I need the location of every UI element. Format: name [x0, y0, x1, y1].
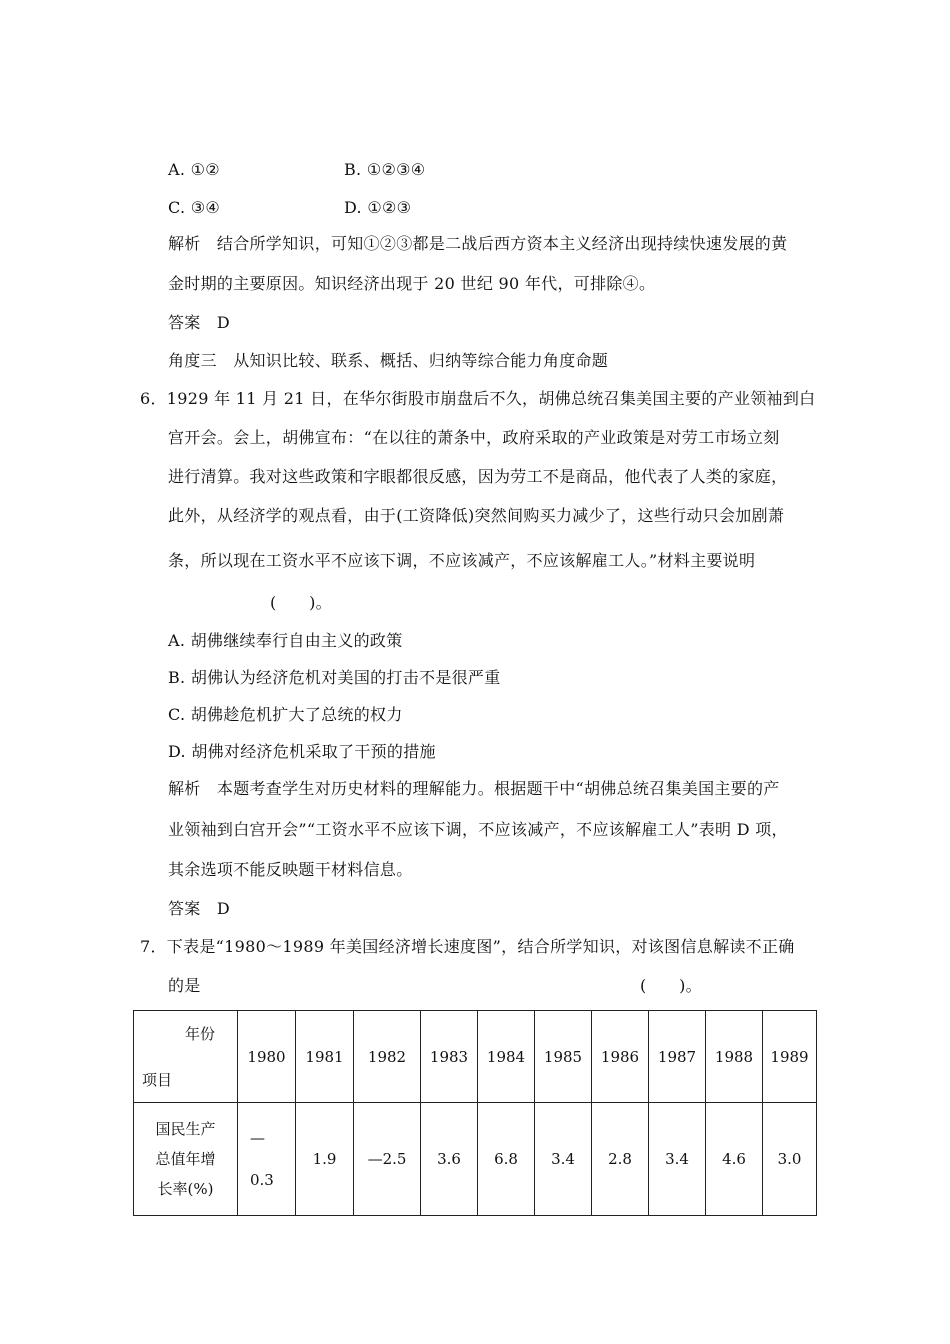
- year-header: 1980: [238, 1011, 296, 1103]
- q5-option-a: A. ①②: [168, 160, 220, 179]
- table-corner-cell: [134, 1011, 238, 1103]
- value-cell: 6.8: [478, 1103, 535, 1216]
- q6-option-c: C. 胡佛趁危机扩大了总统的权力: [168, 705, 403, 724]
- q6-analysis-line: 解析 本题考查学生对历史材料的理解能力。根据题干中“胡佛总统召集美国主要的产: [168, 779, 780, 798]
- q7-stem-line: 7．下表是“1980～1989 年美国经济增长速度图”，结合所学知识，对该图信息解读不正确: [140, 937, 795, 956]
- q6-stem-line: 条，所以现在工资水平不应该下调，不应该减产，不应该解雇工人。”材料主要说明: [168, 551, 756, 570]
- growth-rate-table: [133, 1010, 817, 1216]
- q6-stem-line: 此外，从经济学的观点看，由于(工资降低)突然间购买力减少了，这些行动只会加剧萧: [168, 506, 785, 525]
- q6-option-b: B. 胡佛认为经济危机对美国的打击不是很严重: [168, 668, 501, 687]
- year-header: 1988: [706, 1011, 763, 1103]
- value-cell-1980: [238, 1103, 296, 1216]
- year-header: 1981: [296, 1011, 354, 1103]
- corner-item-label: 项目: [142, 1071, 173, 1089]
- row-label-cell: [134, 1103, 238, 1216]
- q5-analysis-line: 金时期的主要原因。知识经济出现于 20 世纪 90 年代，可排除④。: [168, 274, 656, 293]
- year-header: 1985: [535, 1011, 592, 1103]
- q5-analysis-line: 解析 结合所学知识，可知①②③都是二战后西方资本主义经济出现持续快速发展的黄: [168, 234, 788, 253]
- year-header: 1982: [354, 1011, 421, 1103]
- section-heading: 角度三 从知识比较、联系、概括、归纳等综合能力角度命题: [168, 351, 609, 370]
- year-header: 1983: [421, 1011, 478, 1103]
- q6-option-d: D. 胡佛对经济危机采取了干预的措施: [168, 742, 436, 761]
- value-cell: 4.6: [706, 1103, 763, 1216]
- value-sign: —: [250, 1129, 265, 1147]
- q6-option-a: A. 胡佛继续奉行自由主义的政策: [168, 631, 403, 650]
- q6-analysis-line: 其余选项不能反映题干材料信息。: [168, 860, 413, 879]
- value-cell: 3.4: [535, 1103, 592, 1216]
- row-label: 国民生产: [155, 1120, 216, 1138]
- value-cell: 3.6: [421, 1103, 478, 1216]
- value-cell: 3.0: [763, 1103, 817, 1216]
- q5-option-b: B. ①②③④: [344, 160, 426, 179]
- value-number: 0.3: [250, 1171, 274, 1189]
- table-header-row: [134, 1011, 817, 1103]
- q5-option-c: C. ③④: [168, 198, 221, 217]
- q6-stem-line: 宫开会。会上，胡佛宣布：“在以往的萧条中，政府采取的产业政策是对劳工市场立刻: [168, 428, 780, 447]
- q5-option-d: D. ①②③: [344, 198, 412, 217]
- value-cell: 1.9: [296, 1103, 354, 1216]
- value-cell: 2.8: [592, 1103, 649, 1216]
- table-row: [134, 1103, 817, 1216]
- q5-answer: 答案 D: [168, 313, 231, 332]
- year-header: 1984: [478, 1011, 535, 1103]
- year-header: 1987: [649, 1011, 706, 1103]
- q6-stem-line: 6．1929 年 11 月 21 日，在华尔街股市崩盘后不久，胡佛总统召集美国主要的产业领袖到白: [140, 389, 816, 408]
- q6-analysis-line: 业领袖到白宫开会”“工资水平不应该下调，不应该减产，不应该解雇工人”表明 D 项，: [168, 820, 788, 839]
- corner-year-label: 年份: [184, 1025, 215, 1043]
- row-label: 长率(%): [157, 1180, 214, 1198]
- year-header: 1989: [763, 1011, 817, 1103]
- q7-stem-line: 的是: [168, 976, 201, 995]
- q6-answer-bracket: ( )。: [270, 593, 332, 612]
- q7-answer-bracket: ( )。: [640, 976, 702, 995]
- q6-answer: 答案 D: [168, 899, 231, 918]
- value-cell: 3.4: [649, 1103, 706, 1216]
- row-label: 总值年增: [155, 1150, 216, 1168]
- q6-stem-line: 进行清算。我对这些政策和字眼都很反感，因为劳工不是商品，他代表了人类的家庭，: [168, 467, 788, 486]
- value-cell: —2.5: [354, 1103, 421, 1216]
- year-header: 1986: [592, 1011, 649, 1103]
